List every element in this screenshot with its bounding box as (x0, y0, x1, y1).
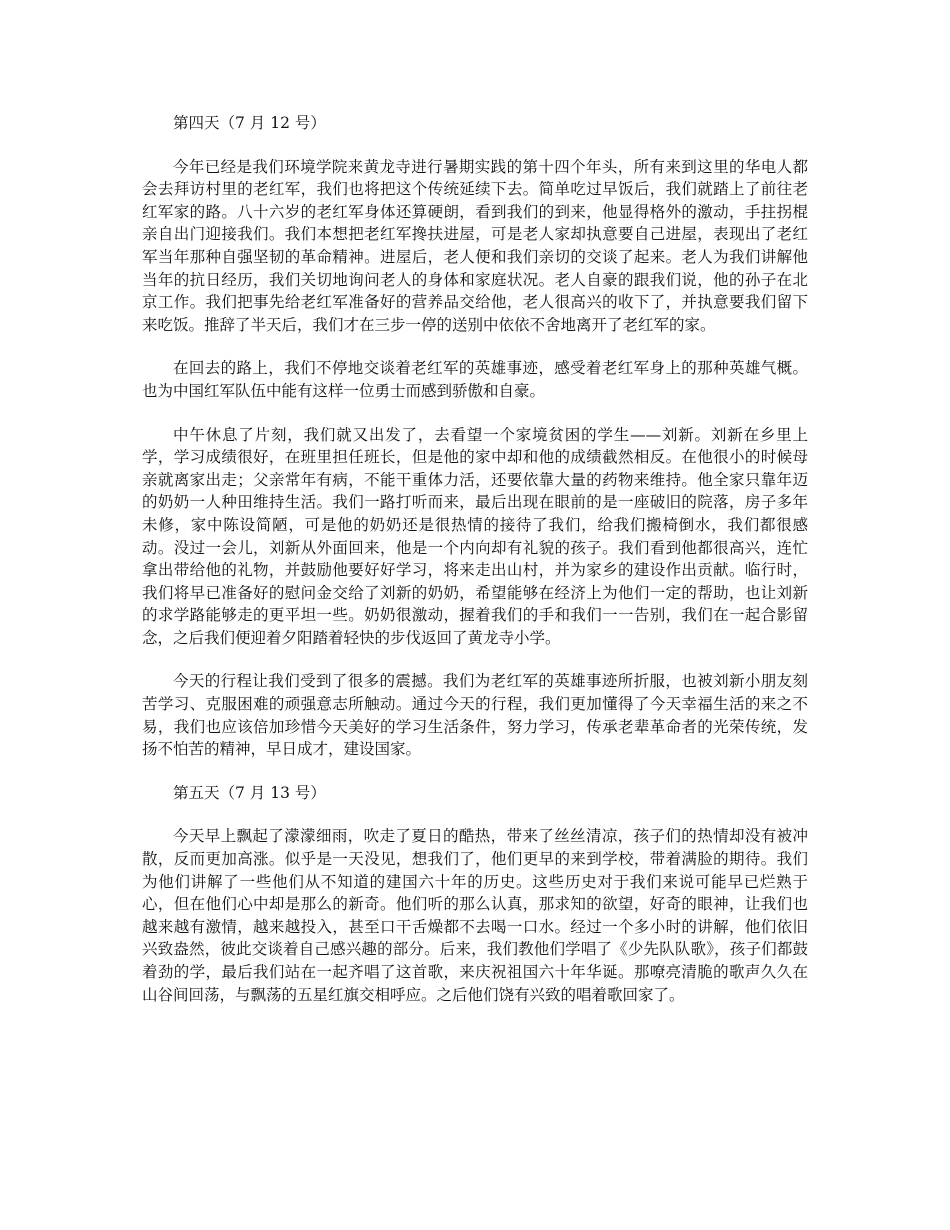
paragraph-day-reflection: 今天的行程让我们受到了很多的震撼。我们为老红军的英雄事迹所折服，也被刘新小朋友刻苦学习、克服困难的顽强意志所触动。通过今天的行程，我们更加懂得了今天幸福生活的来之不易，我们也应该倍加珍惜今天美好的学习生活条件，努力学习，传承老辈革命者的光荣传统，发扬不怕苦的精神，早日成才，建设国家。 (142, 672, 808, 759)
day-four-heading: 第四天（7 月 12 号） (173, 114, 326, 132)
day-five-heading: 第五天（7 月 13 号） (173, 783, 326, 802)
paragraph-rainy-morning: 今天早上飘起了濛濛细雨，吹走了夏日的酷热，带来了丝丝清凉，孩子们的热情却没有被冲散，反而更加高涨。似乎是一天没见，想我们了，他们更早的来到学校，带着满脸的期待。我们为他们讲解了一些他们从不知道的建国六十年的历史。这些历史对于我们来说可能早已烂熟于心，但在他们心中却是那么的新奇。他们听的那么认真，那求知的欲望，好奇的眼神，让我们也越来越有激情，越来越投入，甚至口干舌燥都不去喝一口水。经过一个多小时的讲解，他们依旧兴致盎然，彼此交谈着自己感兴趣的部分。后来，我们教他们学唱了《少先队队歌》，孩子们都鼓着劲的学，最后我们站在一起齐唱了这首歌，来庆祝祖国六十年华诞。那嘹亮清脆的歌声久久在山谷间回荡，与飘荡的五星红旗交相呼应。之后他们饶有兴致的唱着歌回家了。 (142, 827, 808, 1004)
paragraph-red-army-visit: 今年已经是我们环境学院来黄龙寺进行暑期实践的第十四个年头，所有来到这里的华电人都会去拜访村里的老红军，我们也将把这个传统延续下去。简单吃过早饭后，我们就踏上了前往老红军家的路。八十六岁的老红军身体还算硬朗，看到我们的到来，他显得格外的激动，手拄拐棍亲自出门迎接我们。我们本想把老红军搀扶进屋，可是老人家却执意要自己进屋，表现出了老红军当年那种自强坚韧的革命精神。进屋后，老人便和我们亲切的交谈了起来。老人为我们讲解他当年的抗日经历，我们关切地询问老人的身体和家庭状况。老人自豪的跟我们说，他的孙子在北京工作。我们把事先给老红军准备好的营养品交给他，老人很高兴的收下了，并执意要我们留下来吃饭。推辞了半天后，我们才在三步一停的送别中依依不舍地离开了老红军的家。 (142, 157, 808, 334)
paragraph-return-road: 在回去的路上，我们不停地交谈着老红军的英雄事迹，感受着老红军身上的那种英雄气概。也为中国红军队伍中能有这样一位勇士而感到骄傲和自豪。 (142, 359, 808, 400)
document-body (142, 112, 808, 1027)
paragraph-liu-xin-visit: 中午休息了片刻，我们就又出发了，去看望一个家境贫困的学生——刘新。刘新在乡里上学，学习成绩很好，在班里担任班长，但是他的家中却和他的成绩截然相反。在他很小的时候母亲就离家出走；父亲常年有病，不能干重体力活，还要依靠大量的药物来维持。他全家只靠年迈的奶奶一人种田维持生活。我们一路打听而来，最后出现在眼前的是一座破旧的院落，房子多年未修，家中陈设简陋，可是他的奶奶还是很热情的接待了我们，给我们搬椅倒水，我们都很感动。没过一会儿，刘新从外面回来，他是一个内向却有礼貌的孩子。我们看到他都很高兴，连忙拿出带给他的礼物，并鼓励他要好好学习，将来走出山村，并为家乡的建设作出贡献。临行时，我们将早已准备好的慰问金交给了刘新的奶奶，希望能够在经济上为他们一定的帮助，也让刘新的求学路能够走的更平坦一些。奶奶很激动，握着我们的手和我们一一告别，我们在一起合影留念，之后我们便迎着夕阳踏着轻快的步伐返回了黄龙寺小学。 (142, 425, 808, 647)
